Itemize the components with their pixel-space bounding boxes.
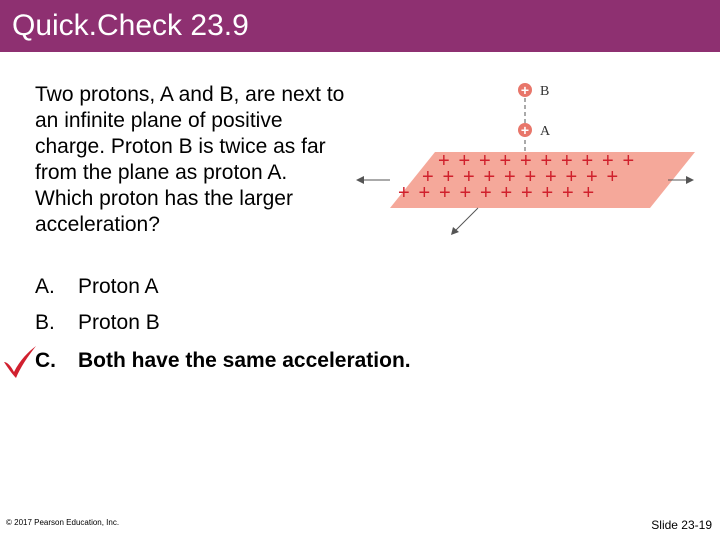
proton-b-label: B bbox=[540, 84, 550, 99]
plus-sign: + bbox=[561, 150, 573, 172]
plus-sign: + bbox=[499, 150, 512, 172]
answer-b bbox=[35, 309, 160, 337]
plus-sign: + bbox=[586, 166, 598, 188]
plus-sign: + bbox=[622, 150, 635, 172]
answer-b-text: Proton B bbox=[78, 311, 160, 334]
copyright-text: © 2017 Pearson Education, Inc. bbox=[6, 518, 120, 527]
plus-sign: + bbox=[540, 150, 553, 172]
plus-sign: + bbox=[438, 150, 450, 172]
proton-a-label: A bbox=[540, 124, 551, 139]
answer-a bbox=[35, 273, 159, 301]
plus-sign: + bbox=[480, 182, 492, 204]
answer-a-letter: A. bbox=[35, 275, 55, 298]
plus-sign: + bbox=[479, 150, 491, 172]
plus-sign: + bbox=[545, 166, 557, 188]
plus-sign: + bbox=[504, 166, 516, 188]
question-text: Two protons, A and B, are next to an infinite plane of positive charge. Proton B is twice as far from the plane as proton A. Which proton has the larger acceleration? bbox=[35, 83, 345, 236]
answer-c-text: Both have the same acceleration. bbox=[78, 349, 411, 372]
answer-b-letter: B. bbox=[35, 311, 55, 334]
slide-number: Slide 23-19 bbox=[651, 518, 712, 532]
plus-sign: + bbox=[439, 182, 451, 204]
plus-sign: + bbox=[459, 182, 472, 204]
plus-sign: + bbox=[500, 182, 513, 204]
plus-sign: + bbox=[524, 166, 537, 188]
axis-diagonal-line bbox=[454, 208, 478, 232]
plus-sign: + bbox=[541, 182, 554, 204]
plus-sign: + bbox=[520, 150, 532, 172]
plus-sign: + bbox=[582, 182, 595, 204]
answer-c-letter: C. bbox=[35, 349, 56, 372]
answer-c bbox=[35, 347, 411, 375]
plus-sign: + bbox=[602, 150, 614, 172]
plus-sign: + bbox=[606, 166, 619, 188]
charged-plane-diagram bbox=[350, 72, 700, 242]
plus-sign: + bbox=[581, 150, 594, 172]
plus-sign: + bbox=[562, 182, 574, 204]
proton-b-plus: + bbox=[520, 82, 530, 98]
plus-sign: + bbox=[398, 182, 410, 204]
plus-sign: + bbox=[565, 166, 578, 188]
checkmark-icon bbox=[0, 344, 40, 380]
plus-sign: + bbox=[521, 182, 533, 204]
plus-sign: + bbox=[483, 166, 496, 188]
slide-title: Quick.Check 23.9 bbox=[12, 9, 249, 42]
axis-left-arrowhead bbox=[356, 176, 364, 184]
title-bar bbox=[0, 0, 720, 52]
plus-sign: + bbox=[458, 150, 471, 172]
answer-a-text: Proton A bbox=[78, 275, 159, 298]
axis-right-arrowhead bbox=[686, 176, 694, 184]
plus-sign: + bbox=[442, 166, 455, 188]
proton-a-plus: + bbox=[520, 122, 530, 138]
plus-sign: + bbox=[422, 166, 434, 188]
plus-sign: + bbox=[463, 166, 475, 188]
plus-sign: + bbox=[418, 182, 431, 204]
